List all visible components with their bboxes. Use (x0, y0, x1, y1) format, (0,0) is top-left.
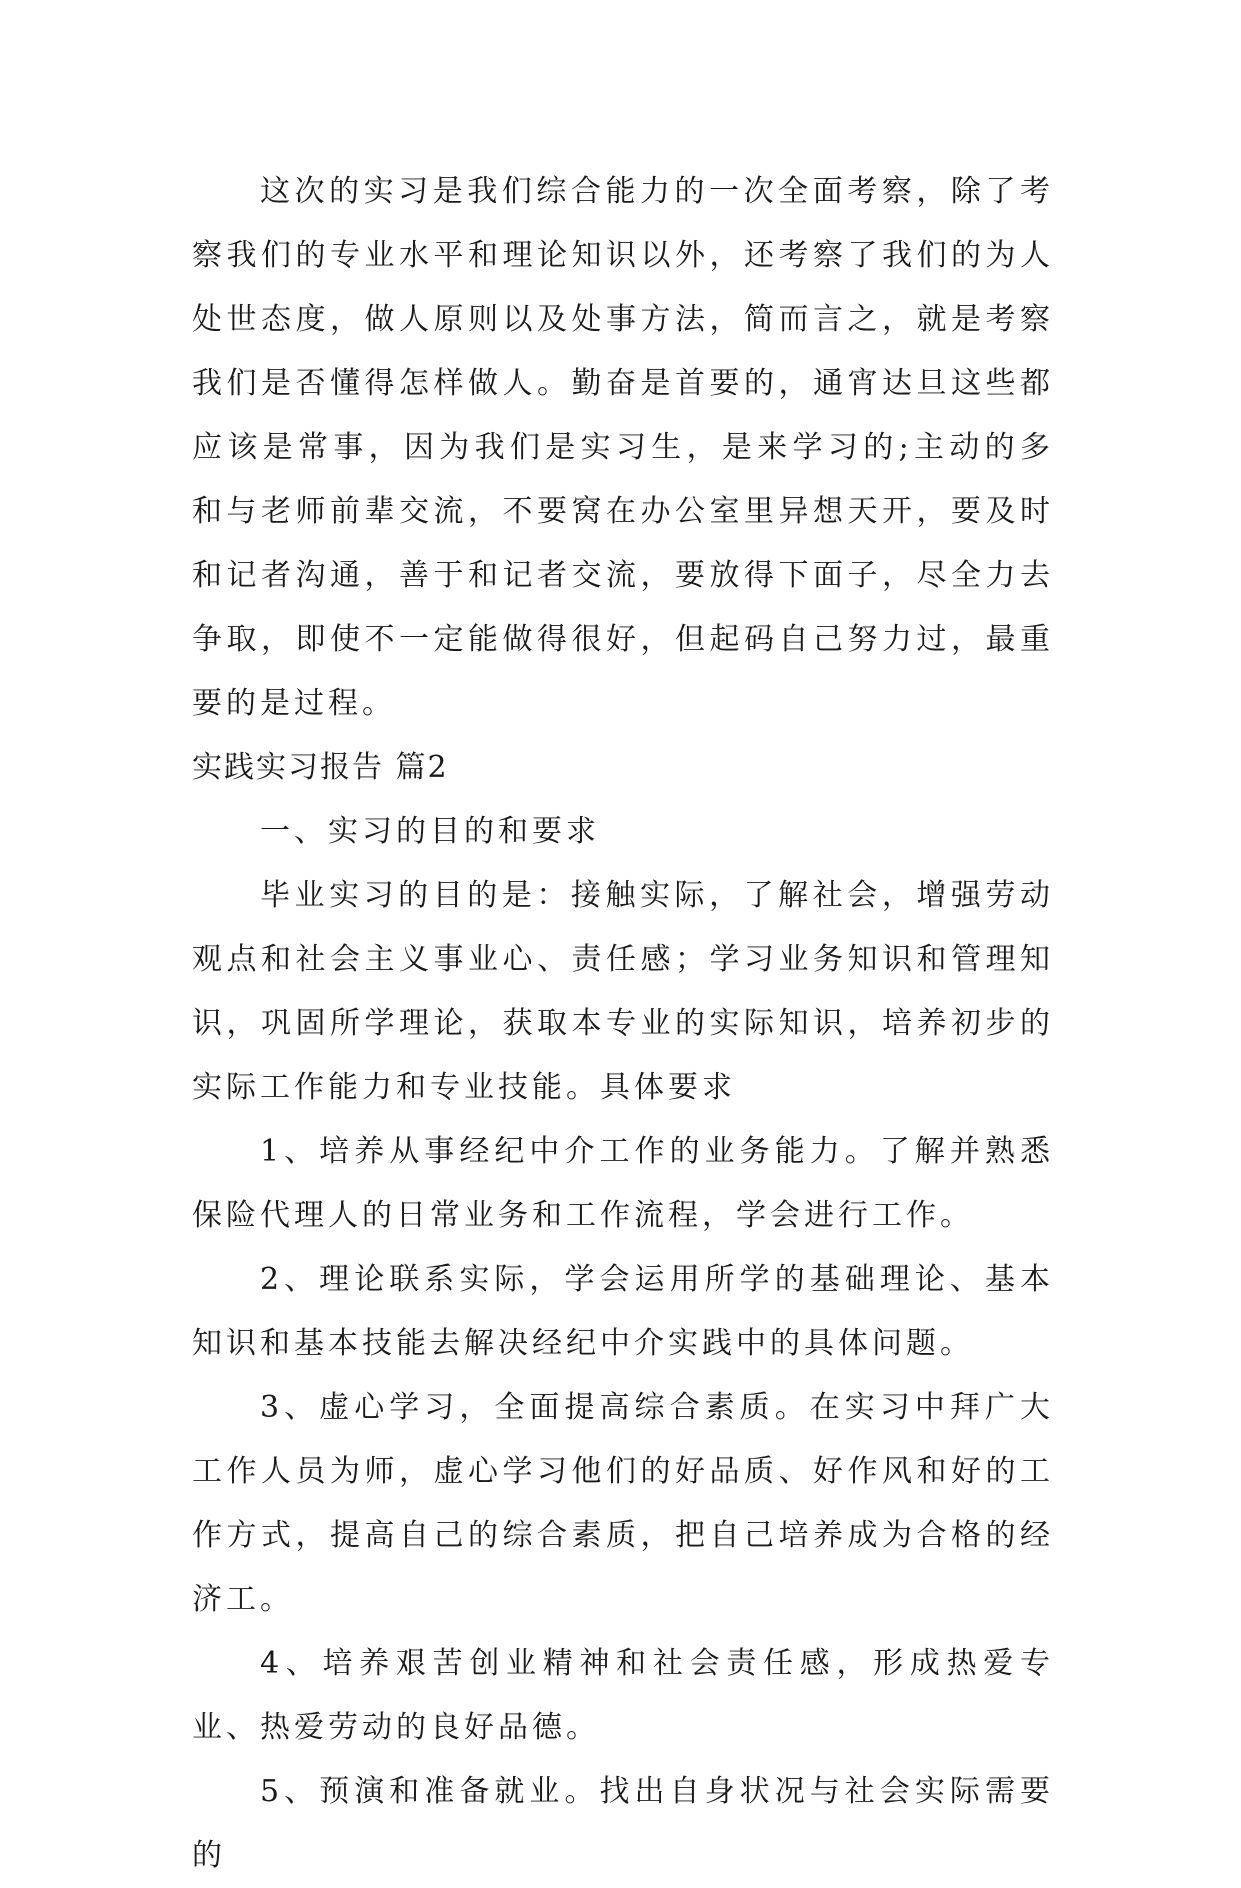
section-title: 实践实习报告 篇2 (192, 750, 449, 785)
requirement-item-3: 3、虚心学习，全面提高综合素质。在实习中拜广大工作人员为师，虚心学习他们的好品质、好作风和好的工作方式，提高自己的综合素质，把自己培养成为合格的经济工。 (192, 1390, 1054, 1617)
intro-paragraph: 这次的实习是我们综合能力的一次全面考察，除了考察我们的专业水平和理论知识以外，还考察了我们的为人处世态度，做人原则以及处事方法，简而言之，就是考察我们是否懂得怎样做人。勤奋是首要的，通宵达旦这些都应该是常事，因为我们是实习生，是来学习的;主动的多和与老师前辈交流，不要窝在办公室里异想天开，要及时和记者沟通，善于和记者交流，要放得下面子，尽全力去争取，即使不一定能做得很好，但起码自己努力过，最重要的是过程。 (192, 174, 1054, 721)
purpose-paragraph: 毕业实习的目的是：接触实际，了解社会，增强劳动观点和社会主义事业心、责任感；学习业务知识和管理知识，巩固所学理论，获取本专业的实际知识，培养初步的实际工作能力和专业技能。具体要求 (192, 878, 1054, 1105)
requirement-item-2: 2、理论联系实际，学会运用所学的基础理论、基本知识和基本技能去解决经纪中介实践中的具体问题。 (192, 1262, 1054, 1361)
subsection-title: 一、实习的目的和要求 (260, 814, 600, 849)
requirement-item-1: 1、培养从事经纪中介工作的业务能力。了解并熟悉保险代理人的日常业务和工作流程，学会进行工作。 (192, 1134, 1054, 1233)
document-body (192, 160, 1054, 1888)
requirement-item-5: 5、预演和准备就业。找出自身状况与社会实际需要的 (192, 1774, 1054, 1873)
requirement-item-4: 4、培养艰苦创业精神和社会责任感，形成热爱专业、热爱劳动的良好品德。 (192, 1646, 1054, 1745)
